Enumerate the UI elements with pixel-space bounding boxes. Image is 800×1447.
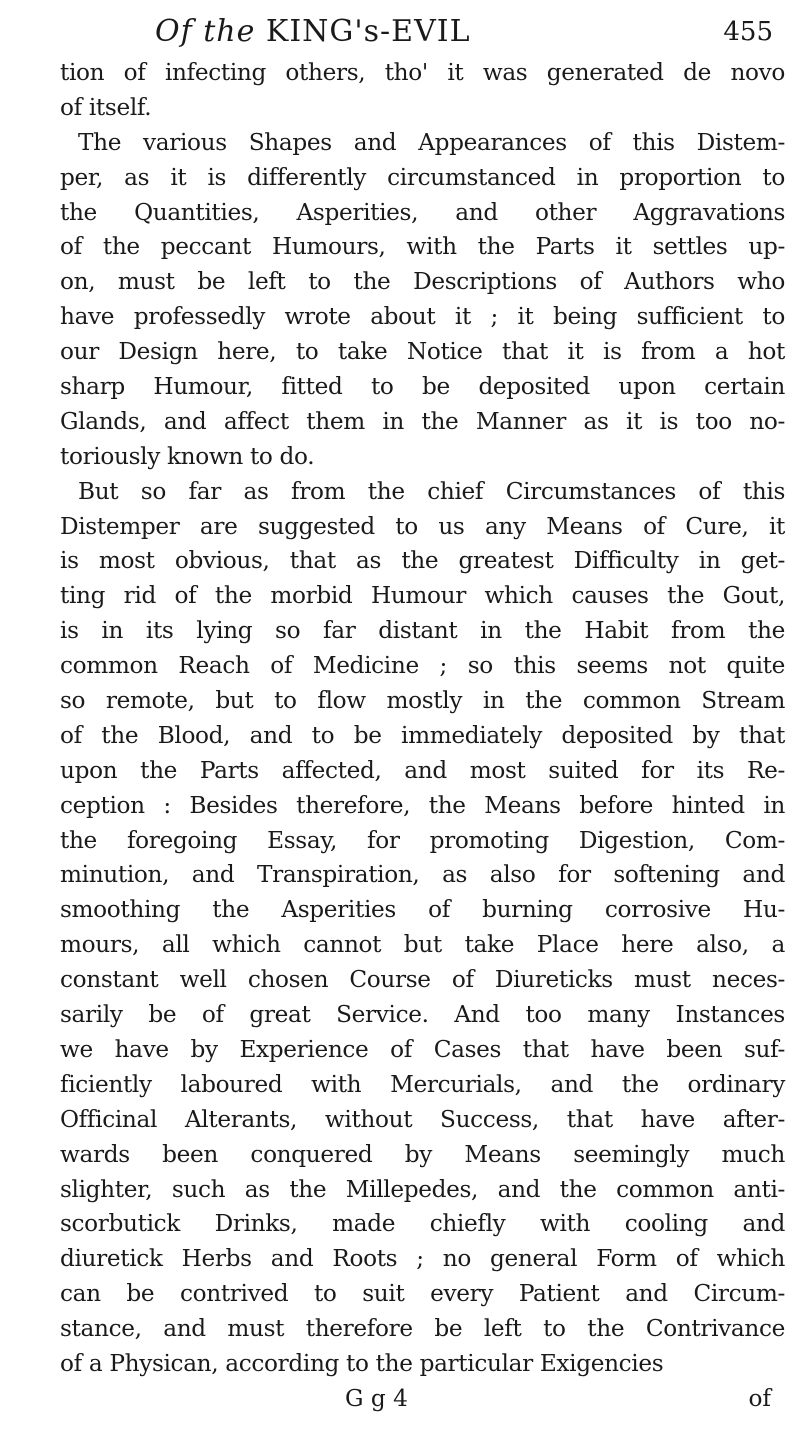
text-line: sarily be of great Service. And too many Instances (60, 1001, 785, 1029)
text-line: the foregoing Essay, for promoting Digestion, Com- (60, 826, 785, 854)
text-line: per, as it is differently circumstanced in proportion to (60, 163, 785, 191)
text-line: have professedly wrote about it ; it being sufficient to (60, 303, 785, 331)
book-page (60, 8, 785, 1417)
text-line: so remote, but to flow mostly in the common Stream (60, 687, 785, 715)
text-line: constant well chosen Course of Diureticks must neces- (60, 966, 785, 994)
text-line: stance, and must therefore be left to the Contrivance (60, 1315, 785, 1343)
text-line: toriously known to do. (60, 442, 315, 470)
text-line: ception : Besides therefore, the Means before hinted in (60, 791, 785, 819)
text-line: sharp Humour, fitted to be deposited upon certain (60, 373, 785, 401)
text-line: smoothing the Asperities of burning corrosive Hu- (60, 896, 785, 924)
running-title-main: KING's-EVIL (265, 14, 471, 49)
catchword: of (748, 1384, 771, 1412)
text-line: Glands, and affect them in the Manner as it is too no- (60, 407, 785, 435)
text-line: of a Physican, according to the particular Exigencies (60, 1349, 664, 1377)
body-text (60, 56, 785, 1382)
text-line: ficiently laboured with Mercurials, and the ordinary (60, 1070, 785, 1098)
signature-mark: G g 4 (345, 1384, 408, 1412)
page-number: 455 (723, 17, 773, 47)
text-line: our Design here, to take Notice that it is from a hot (60, 338, 785, 366)
text-line: we have by Experience of Cases that have been suf- (60, 1035, 785, 1063)
text-line: tion of infecting others, tho' it was generated de novo (60, 59, 785, 86)
running-title (155, 8, 471, 56)
text-line: diuretick Herbs and Roots ; no general Form of which (60, 1245, 785, 1273)
text-line: on, must be left to the Descriptions of Authors who (60, 268, 785, 296)
text-line: But so far as from the chief Circumstances of this (78, 477, 785, 505)
text-line: wards been conquered by Means seemingly much (60, 1140, 785, 1168)
text-line: is most obvious, that as the greatest Difficulty in get- (60, 547, 785, 575)
text-line: the Quantities, Asperities, and other Aggravations (60, 198, 785, 226)
text-line: can be contrived to suit every Patient and Circum- (60, 1280, 785, 1308)
text-line: scorbutick Drinks, made chiefly with cooling and (60, 1210, 785, 1238)
text-line: of itself. (60, 93, 152, 121)
text-line: Distemper are suggested to us any Means of Cure, it (60, 512, 785, 540)
text-line: minution, and Transpiration, as also for softening and (60, 861, 785, 889)
text-line: of the Blood, and to be immediately deposited by that (60, 721, 785, 749)
text-line: mours, all which cannot but take Place here also, a (60, 931, 785, 959)
page-footer (60, 1382, 785, 1417)
text-line: common Reach of Medicine ; so this seems not quite (60, 652, 785, 680)
text-line: ting rid of the morbid Humour which causes the Gout, (60, 582, 785, 610)
text-line: is in its lying so far distant in the Habit from the (60, 617, 785, 645)
running-title-prefix: Of the (155, 14, 256, 49)
text-line: Officinal Alterants, without Success, that have after- (60, 1105, 785, 1133)
text-line: upon the Parts affected, and most suited for its Re- (60, 756, 785, 784)
text-line: slighter, such as the Millepedes, and the common anti- (60, 1175, 785, 1203)
text-line: The various Shapes and Appearances of this Distem- (78, 128, 785, 156)
text-line: of the peccant Humours, with the Parts it settles up- (60, 233, 785, 261)
running-header (60, 8, 785, 56)
